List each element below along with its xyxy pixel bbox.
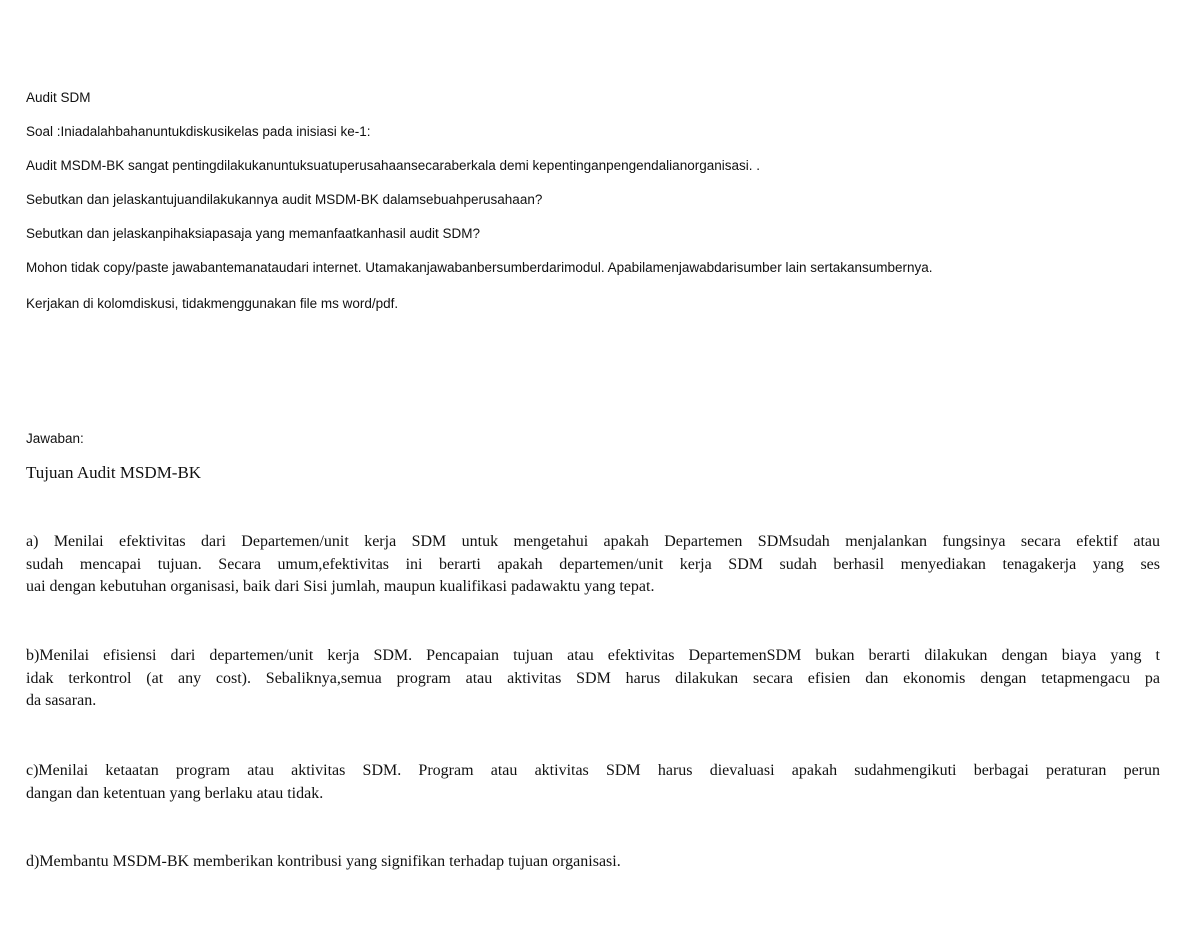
document-title: Audit SDM xyxy=(26,90,91,105)
answer-point-b-line: idak terkontrol (at any cost). Sebaliknya,semua program atau aktivitas SDM harus dilakukan secara efisien dan ekonomis dengan tetapmengacu pa xyxy=(26,669,1160,687)
answer-point-a xyxy=(26,531,1160,599)
answer-point-b-line: da sasaran. xyxy=(26,692,97,709)
answer-point-d xyxy=(26,851,1160,874)
answer-label: Jawaban: xyxy=(26,431,84,446)
question-instruction: Kerjakan di kolomdiskusi, tidakmenggunakan file ms word/pdf. xyxy=(26,296,399,311)
answer-point-c xyxy=(26,760,1160,805)
question-soal: Soal :Iniadalahbahanuntukdiskusikelas pada inisiasi ke-1: xyxy=(26,124,371,139)
question-2: Sebutkan dan jelaskanpihaksiapasaja yang memanfaatkanhasil audit SDM? xyxy=(26,226,481,241)
answer-point-c-line: dangan dan ketentuan yang berlaku atau tidak. xyxy=(26,784,324,802)
answer-point-b xyxy=(26,645,1160,713)
answer-point-c-line: c)Menilai ketaatan program atau aktivitas SDM. Program atau aktivitas SDM harus dievaluasi apakah sudahmengikuti berbagai peraturan perun xyxy=(26,762,1160,779)
answer-point-a-line: uai dengan kebutuhan organisasi, baik dari Sisi jumlah, maupun kualifikasi padawaktu yang tepat. xyxy=(26,578,655,595)
question-context: Audit MSDM-BK sangat pentingdilakukanuntuksuatuperusahaansecaraberkala demi kepentinganpengendalianorganisasi. . xyxy=(26,158,760,173)
question-1: Sebutkan dan jelaskantujuandilakukannya audit MSDM-BK dalamsebuahperusahaan? xyxy=(26,192,543,207)
answer-point-b-line: b)Menilai efisiensi dari departemen/unit kerja SDM. Pencapaian tujuan atau efektivitas DepartemenSDM bukan berarti dilakukan dengan biaya yang t xyxy=(26,647,1160,664)
answer-heading: Tujuan Audit MSDM-BK xyxy=(26,463,202,482)
answer-point-d-line: d)Membantu MSDM-BK memberikan kontribusi yang signifikan terhadap tujuan organisasi. xyxy=(26,853,621,870)
answer-point-a-line: a) Menilai efektivitas dari Departemen/unit kerja SDM untuk mengetahui apakah Departemen SDMsudah menjalankan fungsinya secara efektif atau xyxy=(26,533,1160,550)
question-note: Mohon tidak copy/paste jawabantemanataudari internet. Utamakanjawabanbersumberdarimodul. Apabilamenjawabdarisumber lain sertakansumbernya. xyxy=(26,260,933,275)
answer-point-a-line: sudah mencapai tujuan. Secara umum,efektivitas ini berarti apakah departemen/unit kerja SDM sudah berhasil menyediakan tenagakerja yang ses xyxy=(26,555,1160,573)
